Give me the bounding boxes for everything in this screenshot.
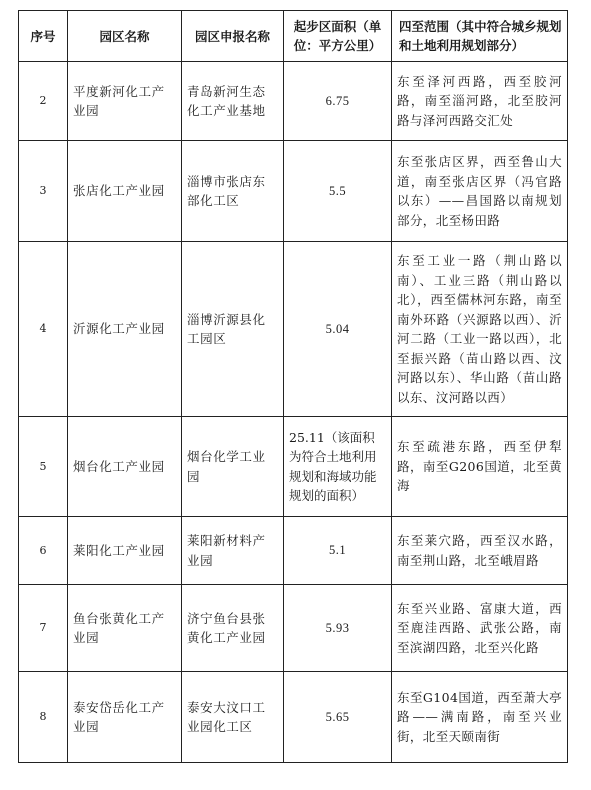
- area-value: 5.04: [325, 321, 350, 336]
- cell-park-name: 莱阳化工产业园: [68, 517, 182, 585]
- cell-boundaries: 东至疏港东路，西至伊犁路，南至G206国道，北至黄海: [392, 417, 568, 517]
- chemical-park-table: [18, 10, 568, 763]
- cell-declared-name: 青岛新河生态化工产业基地: [182, 62, 284, 141]
- cell-declared-name: 泰安大汶口工业园化工区: [182, 672, 284, 763]
- table-row: [19, 672, 568, 763]
- cell-park-name: 鱼台张黄化工产业园: [68, 585, 182, 672]
- cell-serial-no: 4: [19, 242, 68, 417]
- cell-serial-no: 2: [19, 62, 68, 141]
- cell-start-area: 25.11（该面积为符合土地利用规划和海域功能规划的面积）: [284, 417, 392, 517]
- cell-boundaries: 东至G104国道，西至萧大亭路——满南路，南至兴业街，北至天颐南街: [392, 672, 568, 763]
- cell-serial-no: 7: [19, 585, 68, 672]
- cell-declared-name: 淄博市张店东部化工区: [182, 141, 284, 242]
- cell-park-name: 张店化工产业园: [68, 141, 182, 242]
- cell-declared-name: 莱阳新材料产业园: [182, 517, 284, 585]
- cell-start-area: [284, 585, 392, 672]
- header-serial-no: 序号: [19, 11, 68, 62]
- cell-start-area: [284, 672, 392, 763]
- cell-serial-no: 3: [19, 141, 68, 242]
- table-row: [19, 242, 568, 417]
- cell-boundaries: 东至张店区界，西至鲁山大道，南至张店区界（冯官路以东）——昌国路以南规划部分，北至杨田路: [392, 141, 568, 242]
- header-row: [19, 11, 568, 62]
- header-park-name: 园区名称: [68, 11, 182, 62]
- area-value: 5.1: [328, 543, 347, 558]
- cell-serial-no: 5: [19, 417, 68, 517]
- cell-boundaries: 东至兴业路、富康大道，西至鹿洼西路、武张公路，南至滨湖四路，北至兴化路: [392, 585, 568, 672]
- table-row: [19, 417, 568, 517]
- cell-start-area: [284, 517, 392, 585]
- table-row: [19, 517, 568, 585]
- cell-park-name: 泰安岱岳化工产业园: [68, 672, 182, 763]
- cell-park-name: 烟台化工产业园: [68, 417, 182, 517]
- table-row: [19, 585, 568, 672]
- table-row: [19, 141, 568, 242]
- area-value: 5.65: [325, 709, 350, 724]
- cell-serial-no: 8: [19, 672, 68, 763]
- table-row: [19, 62, 568, 141]
- header-declared-name: 园区申报名称: [182, 11, 284, 62]
- cell-declared-name: 淄博沂源县化工园区: [182, 242, 284, 417]
- cell-declared-name: 济宁鱼台县张黄化工产业园: [182, 585, 284, 672]
- cell-boundaries: 东至莱穴路，西至汉水路，南至荆山路，北至峨眉路: [392, 517, 568, 585]
- table-header: [19, 11, 568, 62]
- header-start-area: 起步区面积（单位：平方公里）: [284, 11, 392, 62]
- area-value: 5.5: [328, 183, 347, 198]
- cell-start-area: [284, 141, 392, 242]
- cell-start-area: [284, 242, 392, 417]
- area-value: 6.75: [325, 93, 350, 108]
- table-body: [19, 62, 568, 763]
- cell-start-area: [284, 62, 392, 141]
- cell-serial-no: 6: [19, 517, 68, 585]
- cell-boundaries: 东至泽河西路，西至胶河路，南至淄河路，北至胶河路与泽河西路交汇处: [392, 62, 568, 141]
- cell-declared-name: 烟台化学工业园: [182, 417, 284, 517]
- cell-boundaries: 东至工业一路（荆山路以南）、工业三路（荆山路以北），西至儒林河东路，南至南外环路（兴源路以西）、沂河二路（工业一路以西），北至振兴路（苗山路以西、汶河路以东）、华山路（苗山路以东、汶河路以西）: [392, 242, 568, 417]
- header-boundaries: 四至范围（其中符合城乡规划和土地利用规划部分）: [392, 11, 568, 62]
- cell-park-name: 沂源化工产业园: [68, 242, 182, 417]
- area-value: 5.93: [325, 620, 350, 635]
- cell-park-name: 平度新河化工产业园: [68, 62, 182, 141]
